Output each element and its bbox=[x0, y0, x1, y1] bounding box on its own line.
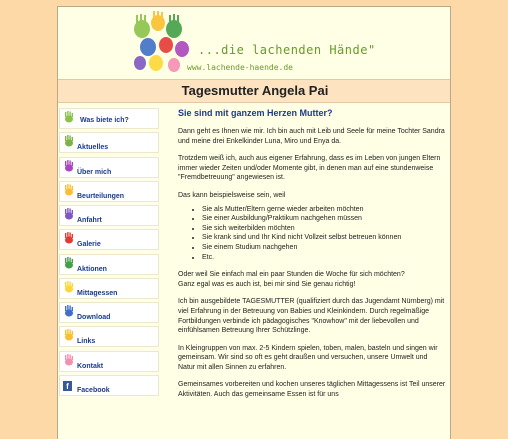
sidebar-item-anfahrt[interactable] bbox=[59, 205, 159, 226]
hand-icon bbox=[63, 354, 75, 366]
sidebar-item-label[interactable]: Download bbox=[77, 314, 111, 321]
list-item: • Sie krank sind und Ihr Kind nicht Vollzeit selbst betreuen können bbox=[202, 233, 446, 243]
question-text: Oder weil Sie einfach mal ein paar Stunden die Woche für sich möchten? bbox=[178, 271, 405, 279]
sidebar-item-facebook[interactable] bbox=[59, 375, 159, 396]
sidebar-item-label[interactable]: Anfahrt bbox=[77, 217, 102, 224]
paragraph-qualification: Ich bin ausgebildete TAGESMUTTER (qualifiziert durch das Jugendamt Nürnberg) mit viel Erfahrung in der Betreuung von Babies und Kleinkindern. Durch regelmäßige Fortbildungen verbinde ich pädagogisches "Knowhow" mit der liebevollen und einfühlsamen Betreuung Ihrer Schützlinge. bbox=[178, 298, 445, 335]
sidebar-item-label[interactable]: Über mich bbox=[77, 168, 112, 176]
hand-icon bbox=[63, 184, 75, 196]
list-item: • Sie als Mutter/Eltern gerne wieder arbeiten möchten bbox=[202, 205, 446, 215]
sidebar-item-was-biete-ich[interactable] bbox=[59, 108, 159, 129]
sidebar-item-label[interactable]: Facebook bbox=[77, 386, 110, 394]
logo-url: www.lachende-haende.de bbox=[187, 63, 293, 72]
sidebar-item-label[interactable]: Mittagessen bbox=[77, 289, 118, 297]
list-item: • Sie einem Studium nachgehen bbox=[202, 243, 446, 253]
page-container bbox=[57, 6, 451, 439]
list-item: • Sie einer Ausbildung/Praktikum nachgehen müssen bbox=[202, 214, 446, 224]
sidebar-item-aktionen[interactable] bbox=[59, 254, 159, 275]
hand-icon bbox=[63, 111, 75, 123]
paragraph-experience: Trotzdem weiß ich, auch aus eigener Erfahrung, dass es im Leben von jungen Eltern immer wieder Zeiten und/oder Momente gibt, in denen man auf eine stundenweise "Fremdbetreuung" angewiesen ist. bbox=[178, 155, 441, 182]
list-item: • Etc. bbox=[202, 253, 446, 263]
hand-icon bbox=[63, 160, 75, 172]
page-title: Tagesmutter Angela Pai bbox=[58, 79, 451, 103]
sidebar-item-über-mich[interactable] bbox=[59, 157, 159, 178]
facebook-icon: f bbox=[63, 381, 72, 391]
hand-icon bbox=[63, 281, 75, 293]
sidebar-item-label[interactable]: Galerie bbox=[77, 241, 101, 249]
paragraph-cooking: Gemeinsames vorbereiten und kochen unseres täglichen Mittagessens ist Teil unserer Aktivitäten. Auch das gemeinsame Essen ist für uns bbox=[178, 381, 446, 399]
header-banner bbox=[58, 7, 451, 79]
hand-icon bbox=[63, 208, 75, 220]
sidebar-item-label[interactable]: Aktionen bbox=[77, 265, 107, 273]
sidebar-item-label[interactable]: Aktuelles bbox=[77, 144, 109, 152]
sidebar-item-galerie[interactable] bbox=[59, 229, 159, 250]
hand-icon bbox=[63, 257, 75, 269]
paragraph-intro: Dann geht es Ihnen wie mir. Ich bin auch mit Leib und Seele für meine Tochter Sandra und meine drei Enkelkinder Luna, Miro und Enya da. bbox=[178, 128, 445, 145]
content-heading: Sie sind mit ganzem Herzen Mutter? bbox=[178, 108, 333, 118]
list-item: • Sie sich weiterbilden möchten bbox=[202, 224, 446, 234]
sidebar-item-label[interactable]: Was biete ich? bbox=[80, 117, 129, 124]
hand-icon bbox=[63, 232, 75, 244]
hand-icon bbox=[63, 329, 75, 341]
sidebar-item-beurteilungen[interactable] bbox=[59, 181, 159, 202]
paragraph-question bbox=[178, 270, 446, 289]
hand-icon bbox=[63, 135, 75, 147]
sidebar-item-mittagessen[interactable] bbox=[59, 278, 159, 299]
sidebar-item-label[interactable]: Links bbox=[77, 338, 96, 346]
sidebar-item-links[interactable] bbox=[59, 326, 159, 347]
sidebar-item-label[interactable]: Kontakt bbox=[77, 362, 104, 370]
sidebar-nav bbox=[59, 108, 159, 399]
sidebar-item-aktuelles[interactable] bbox=[59, 132, 159, 153]
question-answer: Ganz egal was es auch ist, bei mir sind Sie genau richtig! bbox=[178, 280, 356, 288]
sidebar-item-download[interactable] bbox=[59, 302, 159, 323]
hand-icon bbox=[63, 305, 75, 317]
reasons-list bbox=[178, 205, 446, 263]
logo-tagline: ...die lachenden Hände" bbox=[198, 43, 376, 57]
paragraph-activities: In Kleingruppen von max. 2-5 Kindern spielen, toben, malen, basteln und singen wir gemeinsam. Wir sind so oft es geht draußen und versuchen, unsere Umwelt und Natur mit allen Sinnen zu erfahren. bbox=[178, 344, 438, 371]
sidebar-item-kontakt[interactable] bbox=[59, 351, 159, 372]
paragraph-reasons-lead: Das kann beispielsweise sein, weil bbox=[178, 191, 286, 199]
main-content bbox=[178, 108, 446, 408]
sidebar-item-label[interactable]: Beurteilungen bbox=[77, 192, 125, 200]
